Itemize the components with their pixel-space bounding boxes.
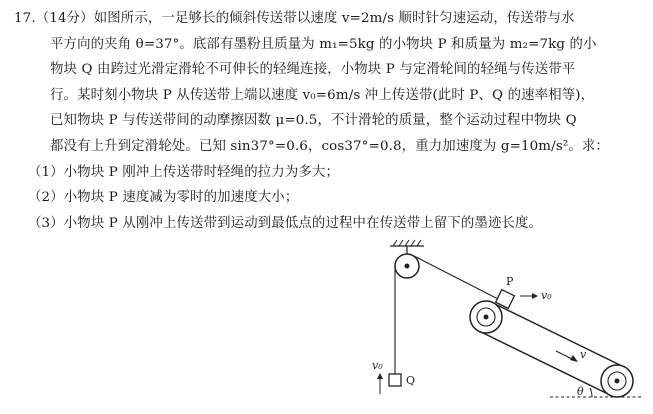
- problem-stem-line: 都没有上升到定滑轮处。已知 sin37°=0.6，cos37°=0.8，重力加速度为 g=10m/s²。求：: [50, 138, 609, 154]
- label-belt-velocity: v: [580, 348, 587, 361]
- problem-text: [14, 6, 642, 236]
- problem-stem-line: 行。某时刻小物块 P 从传送带上端以速度 v₀=6m/s 冲上传送带(此时 P、Q 的速率相等)，: [50, 87, 595, 103]
- rope-to-p: [414, 256, 498, 299]
- block-q: [389, 374, 401, 386]
- problem-stem-line: 已知物块 P 与传送带间的动摩擦因数 μ=0.5，不计滑轮的质量，整个运动过程中物块 Q: [50, 113, 577, 129]
- label-v0-p: v₀: [541, 289, 552, 302]
- label-v0-q: v₀: [372, 359, 383, 372]
- problem-stem-line: 平方向的夹角 θ=37°。底部有墨粉且质量为 m₁=5kg 的小物块 P 和质量为 m₂=7kg 的小: [50, 36, 597, 52]
- label-q: Q: [406, 374, 416, 387]
- problem-number: 17.: [14, 11, 36, 26]
- question-2: （2）小物块 P 速度减为零时的加速度大小；: [28, 190, 299, 206]
- p-velocity-arrow: [520, 293, 538, 299]
- problem-stem-line: 物块 Q 由跨过光滑定滑轮不可伸长的轻绳连接，小物块 P 与定滑轮间的轻绳与传送带平: [50, 62, 576, 78]
- problem-line-1: [14, 6, 642, 32]
- angle-arc: [590, 388, 592, 397]
- question-1: （1）小物块 P 刚冲上传送带时轻绳的拉力为多大；: [28, 164, 339, 180]
- question-3: （3）小物块 P 从刚冲上传送带到运动到最低点的过程中在传送带上留下的墨迹长度。: [28, 215, 543, 231]
- conveyor-belt: [470, 301, 633, 397]
- label-p: P: [506, 275, 514, 288]
- problem-points: （14分）: [35, 11, 94, 26]
- belt-velocity-arrow: [556, 351, 578, 362]
- q-velocity-arrow: [377, 373, 383, 394]
- physics-figure: [360, 236, 650, 414]
- problem-stem-line: 如图所示，一足够长的倾斜传送带以速度 v=2m/s 顺时针匀速运动，传送带与水: [93, 11, 575, 26]
- label-theta: θ: [577, 385, 584, 398]
- fixed-pulley: [395, 254, 419, 278]
